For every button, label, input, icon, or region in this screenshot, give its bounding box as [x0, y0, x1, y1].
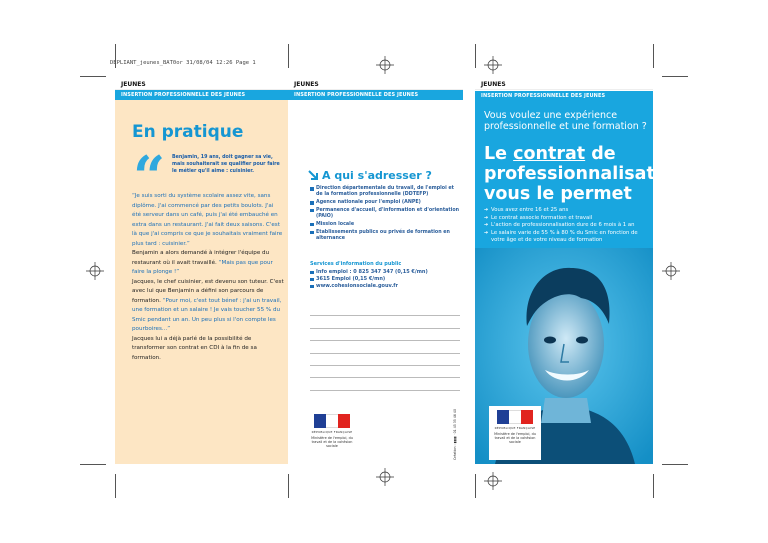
- header-subtitle: INSERTION PROFESSIONNELLE DES JEUNES: [121, 92, 246, 98]
- website-link[interactable]: www.cohesionsociale.gouv.fr: [310, 283, 428, 290]
- quote-text: “Pour moi, c'est tout bénef : j'ai un travail, une formation et un salaire ! Je vais toucher 55 % du Smic pendant un an. Un peu plus si l'on compte les pourboires...”: [132, 297, 282, 332]
- republic-label: RÉPUBLIQUE FRANÇAISE: [494, 426, 536, 430]
- header-subtitle: INSERTION PROFESSIONNELLE DES JEUNES: [481, 93, 606, 99]
- list-item: Etablissements publics ou privés de formation en alternance: [310, 230, 460, 243]
- ministry-label: Ministère de l'emploi, du travail et de la cohésion sociale: [494, 432, 536, 445]
- ministry-label: Ministère de l'emploi, du travail et de la cohésion sociale: [311, 436, 353, 449]
- panel-a-qui-sadresser: [288, 76, 463, 464]
- arrow-down-right-icon: [308, 170, 319, 181]
- section-label: JEUNES: [121, 81, 146, 88]
- registration-mark-icon: [662, 262, 680, 280]
- list-item: ➔ Vous avez entre 16 et 25 ans: [484, 207, 649, 215]
- list-item: Mission locale: [310, 222, 460, 228]
- crop-mark: [80, 76, 106, 77]
- services-list: [310, 269, 428, 291]
- list-item: Info emploi : 0 825 347 347 (0,15 €/mn): [310, 269, 428, 276]
- panel-header: [115, 76, 288, 90]
- cover-title: Le contrat de professionnalisation vous le permet: [484, 144, 686, 204]
- contacts-list: [310, 186, 460, 244]
- crop-mark: [662, 76, 688, 77]
- registration-mark-icon: [484, 56, 502, 74]
- cover-subtitle: Vous voulez une expérience professionnelle et une formation ?: [484, 110, 647, 132]
- crop-mark: [475, 44, 476, 68]
- quote-mark-icon: “: [133, 144, 166, 210]
- registration-mark-icon: [376, 468, 394, 486]
- crop-mark: [662, 464, 688, 465]
- writing-lines: [310, 304, 460, 391]
- list-item: ➔ Le contrat associe formation et travail: [484, 215, 649, 223]
- benefits-list: [484, 207, 649, 245]
- list-item: ➔ L'action de professionnalisation dure de 6 mois à 1 an: [484, 222, 649, 230]
- crop-mark: [653, 474, 654, 498]
- republic-label: RÉPUBLIQUE FRANÇAISE: [311, 430, 353, 434]
- list-item: 3615 Emploi (0,15 €/mn): [310, 276, 428, 283]
- section-heading: A qui s'adresser ?: [322, 169, 432, 182]
- section-label: JEUNES: [294, 81, 319, 88]
- services-title: Services d'information du public: [310, 261, 402, 267]
- intro-text: Benjamin, 19 ans, doit gagner sa vie, mais souhaiterait se qualifier pour faire le métier qu'il aime : cuisinier.: [172, 155, 280, 174]
- print-slug: DEPLIANT_jeunes_BAT0or 31/08/04 12:26 Page 1: [110, 60, 256, 66]
- panel-cover: [475, 76, 686, 464]
- testimony-body: [132, 192, 284, 363]
- narrative-text: Benjamin a alors demandé à intégrer l'équipe du restaurant où il avait travaillé.: [132, 250, 270, 266]
- french-flag-icon: [497, 410, 533, 424]
- list-item: Agence nationale pour l'emploi (ANPE): [310, 200, 460, 206]
- crop-mark: [475, 474, 476, 498]
- crop-mark: [115, 44, 116, 68]
- registration-mark-icon: [484, 472, 502, 490]
- registration-mark-icon: [376, 56, 394, 74]
- panel-header: [475, 76, 653, 90]
- crop-mark: [80, 464, 106, 465]
- credit-vertical: Création : ▮▮▮▮ · 01 45 35 46 40: [453, 409, 457, 460]
- crop-mark: [288, 44, 289, 68]
- page-title: En pratique: [132, 122, 244, 142]
- registration-mark-icon: [86, 262, 104, 280]
- panel-header: [288, 76, 463, 90]
- narrative-text: Jacques, le chef cuisinier, est devenu son tuteur. C'est avec lui que Benjamin a défini son parcours de formation.: [132, 278, 284, 304]
- crop-mark: [653, 44, 654, 68]
- panel-en-pratique: [115, 76, 288, 464]
- list-item: Direction départementale du travail, de l'emploi et de la formation professionnelle (DDTEFP): [310, 186, 460, 199]
- header-bar: [475, 90, 653, 100]
- quote-text: “Je suis sorti du système scolaire assez vite, sans diplôme. J'ai commencé par des petits boulots. J'ai été serveur dans un café, puis j'ai été embauché en extra dans un restaurant. J'ai fait deux saisons. C'est là que j'ai compris ce que je souhaitais vraiment faire plus tard : cuisinier.”: [132, 193, 283, 247]
- french-flag-icon: [314, 414, 350, 428]
- list-item: Permanence d'accueil, d'information et d'orientation (PAIO): [310, 208, 460, 221]
- crop-mark: [115, 474, 116, 498]
- ministry-logo: [489, 406, 541, 460]
- narrative-text: Jacques lui a déjà parlé de la possibilité de transformer son contrat en CDI à la fin de sa formation.: [132, 335, 257, 361]
- quote-text: “Mais pas que pour faire la plonge !”: [132, 259, 273, 275]
- ministry-logo: [308, 414, 356, 456]
- header-bar: [115, 90, 288, 100]
- header-bar: [288, 90, 463, 100]
- section-label: JEUNES: [481, 81, 506, 88]
- crop-mark: [288, 474, 289, 498]
- header-subtitle: INSERTION PROFESSIONNELLE DES JEUNES: [294, 92, 419, 98]
- list-item: ➔ Le salaire varie de 55 % à 80 % du Smic en fonction de votre âge et de votre niveau de formation: [484, 230, 649, 245]
